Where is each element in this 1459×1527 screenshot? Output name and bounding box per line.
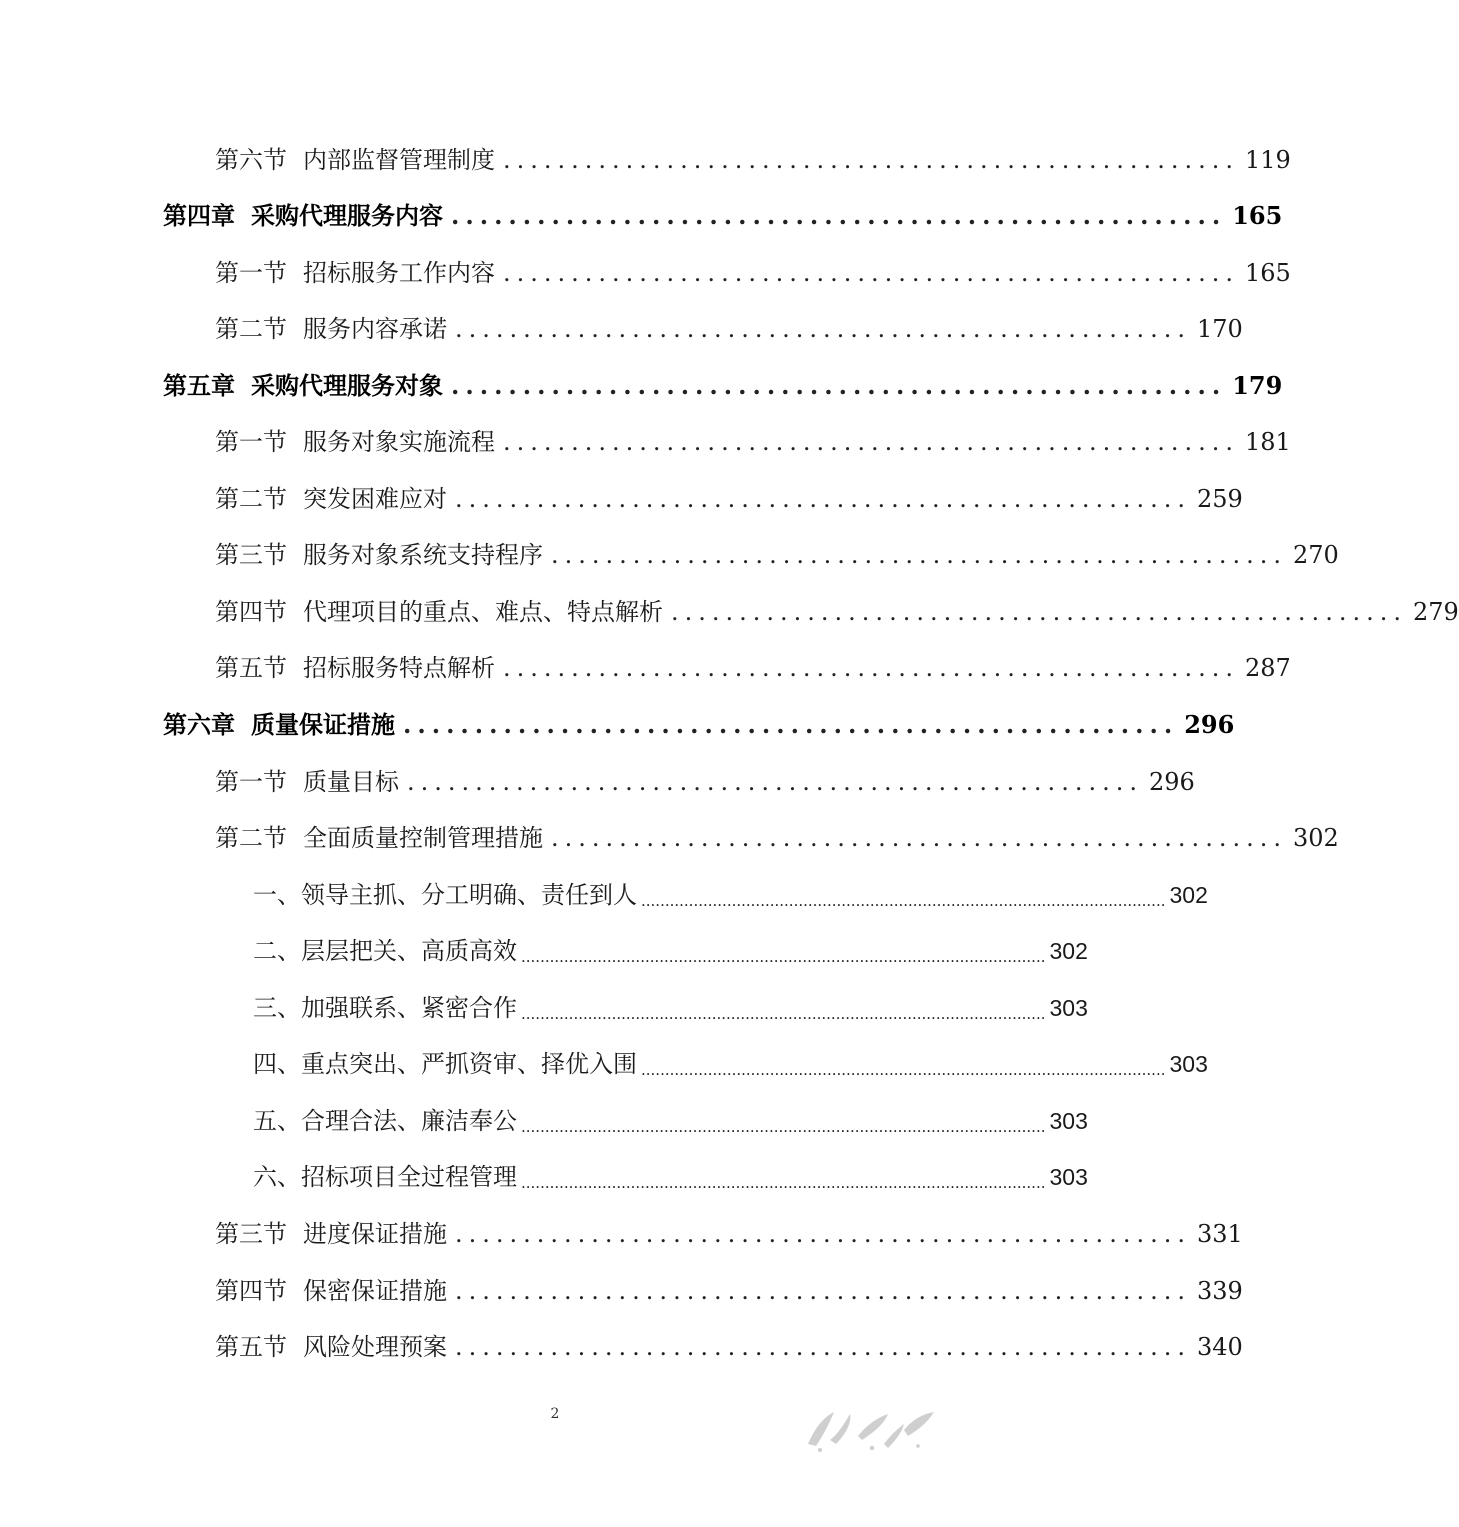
toc-entry-page: 303 bbox=[1049, 1108, 1088, 1134]
toc-dot-leader: ...................................................... bbox=[455, 1333, 1191, 1361]
toc-dot-leader: .............................................................................................................. bbox=[521, 1005, 1046, 1023]
toc-dot-leader: ...................................................... bbox=[455, 1277, 1191, 1305]
toc-dot-leader: ...................................................... bbox=[671, 598, 1407, 626]
toc-dot-leader: .............................................................................................................. bbox=[521, 948, 1046, 966]
toc-entry[interactable] bbox=[215, 479, 1243, 519]
toc-chapter-entry[interactable] bbox=[163, 196, 1283, 236]
toc-entry[interactable] bbox=[215, 535, 1339, 575]
toc-entry-title: 六、招标项目全过程管理 bbox=[253, 1163, 517, 1191]
toc-chapter-entry[interactable] bbox=[163, 366, 1283, 406]
toc-dot-leader: ...................................................... bbox=[403, 710, 1179, 739]
toc-entry-page: 331 bbox=[1196, 1220, 1243, 1248]
toc-entry-number: 第五节 bbox=[215, 1333, 287, 1361]
toc-dot-leader: ...................................................... bbox=[451, 201, 1227, 230]
watermark-smudge-icon bbox=[800, 1400, 940, 1456]
toc-entry-title: 一、领导主抓、分工明确、责任到人 bbox=[253, 881, 637, 909]
toc-dot-leader: ...................................................... bbox=[551, 824, 1287, 852]
toc-entry-title: 服务对象系统支持程序 bbox=[303, 541, 543, 569]
toc-entry[interactable] bbox=[215, 1214, 1243, 1254]
toc-entry-title: 二、层层把关、高质高效 bbox=[253, 937, 517, 965]
toc-entry-page: 119 bbox=[1244, 146, 1291, 174]
toc-dot-leader: ...................................................... bbox=[551, 541, 1287, 569]
toc-entry-page: 165 bbox=[1244, 259, 1291, 287]
toc-entry-title: 内部监督管理制度 bbox=[303, 146, 495, 174]
toc-entry-page: 287 bbox=[1244, 654, 1291, 682]
toc-entry-number: 第一节 bbox=[215, 259, 287, 287]
toc-dot-leader: ...................................................... bbox=[503, 146, 1239, 174]
toc-entry-title: 招标服务特点解析 bbox=[303, 654, 495, 682]
toc-entry-title: 三、加强联系、紧密合作 bbox=[253, 994, 517, 1022]
toc-entry-page: 279 bbox=[1412, 598, 1459, 626]
toc-entry-page: 165 bbox=[1232, 201, 1283, 230]
toc-entry-title: 质量目标 bbox=[303, 768, 399, 796]
toc-entry-page: 296 bbox=[1184, 710, 1235, 739]
toc-entry-page: 340 bbox=[1196, 1333, 1243, 1361]
toc-entry-page: 179 bbox=[1232, 371, 1283, 400]
toc-dot-leader: ...................................................... bbox=[503, 428, 1239, 456]
toc-entry-page: 303 bbox=[1049, 995, 1088, 1021]
toc-entry-title: 采购代理服务内容 bbox=[251, 201, 443, 230]
toc-entry-number: 第一节 bbox=[215, 428, 287, 456]
toc-entry-title: 代理项目的重点、难点、特点解析 bbox=[303, 598, 663, 626]
toc-dot-leader: ...................................................... bbox=[451, 371, 1227, 400]
toc-entry-number: 第五节 bbox=[215, 654, 287, 682]
toc-entry-page: 259 bbox=[1196, 485, 1243, 513]
toc-entry-title: 招标服务工作内容 bbox=[303, 259, 495, 287]
toc-entry-title: 突发困难应对 bbox=[303, 485, 447, 513]
toc-entry-title: 全面质量控制管理措施 bbox=[303, 824, 543, 852]
toc-subentry[interactable] bbox=[253, 1157, 1088, 1197]
toc-dot-leader: .............................................................................................................. bbox=[641, 1061, 1166, 1079]
page-number: 2 bbox=[550, 1406, 560, 1422]
toc-subentry[interactable] bbox=[253, 875, 1208, 915]
toc-entry-page: 181 bbox=[1244, 428, 1291, 456]
toc-entry-title: 采购代理服务对象 bbox=[251, 371, 443, 400]
toc-subentry[interactable] bbox=[253, 1101, 1088, 1141]
toc-chapter-entry[interactable] bbox=[163, 705, 1235, 745]
toc-entry[interactable] bbox=[215, 140, 1291, 180]
toc-entry[interactable] bbox=[215, 422, 1291, 462]
toc-entry-page: 302 bbox=[1169, 882, 1208, 908]
toc-dot-leader: .............................................................................................................. bbox=[641, 892, 1166, 910]
toc-dot-leader: ...................................................... bbox=[503, 654, 1239, 682]
toc-entry[interactable] bbox=[215, 818, 1339, 858]
toc-entry-number: 第四节 bbox=[215, 1277, 287, 1305]
toc-entry-title: 进度保证措施 bbox=[303, 1220, 447, 1248]
toc-entry[interactable] bbox=[215, 1327, 1243, 1367]
toc-entry-page: 339 bbox=[1196, 1277, 1243, 1305]
toc-subentry[interactable] bbox=[253, 1044, 1208, 1084]
toc-entry-number: 第四节 bbox=[215, 598, 287, 626]
toc-subentry[interactable] bbox=[253, 988, 1088, 1028]
toc-entry-title: 服务对象实施流程 bbox=[303, 428, 495, 456]
toc-subentry[interactable] bbox=[253, 931, 1088, 971]
toc-entry[interactable] bbox=[215, 309, 1243, 349]
toc-entry-title: 保密保证措施 bbox=[303, 1277, 447, 1305]
toc-entry-number: 第二节 bbox=[215, 824, 287, 852]
toc-dot-leader: .............................................................................................................. bbox=[521, 1174, 1046, 1192]
toc-entry[interactable] bbox=[215, 592, 1459, 632]
toc-entry-page: 303 bbox=[1169, 1051, 1208, 1077]
toc-dot-leader: .............................................................................................................. bbox=[521, 1118, 1046, 1136]
toc-entry-number: 第三节 bbox=[215, 1220, 287, 1248]
toc-entry-title: 服务内容承诺 bbox=[303, 315, 447, 343]
toc-entry[interactable] bbox=[215, 762, 1195, 802]
toc-entry-page: 302 bbox=[1292, 824, 1339, 852]
toc-entry-title: 质量保证措施 bbox=[251, 710, 395, 739]
toc-dot-leader: ...................................................... bbox=[503, 259, 1239, 287]
toc-entry-page: 296 bbox=[1148, 768, 1195, 796]
toc-entry-number: 第六节 bbox=[215, 146, 287, 174]
toc-entry-number: 第三节 bbox=[215, 541, 287, 569]
toc-dot-leader: ...................................................... bbox=[455, 1220, 1191, 1248]
toc-entry-page: 270 bbox=[1292, 541, 1339, 569]
toc-entry-title: 五、合理合法、廉洁奉公 bbox=[253, 1107, 517, 1135]
toc-entry-number: 第二节 bbox=[215, 485, 287, 513]
toc-entry-number: 第五章 bbox=[163, 371, 235, 400]
toc-entry-page: 302 bbox=[1049, 938, 1088, 964]
toc-entry-page: 170 bbox=[1196, 315, 1243, 343]
toc-entry-number: 第二节 bbox=[215, 315, 287, 343]
toc-entry-title: 风险处理预案 bbox=[303, 1333, 447, 1361]
toc-entry[interactable] bbox=[215, 648, 1291, 688]
toc-entry-title: 四、重点突出、严抓资审、择优入围 bbox=[253, 1050, 637, 1078]
toc-entry-number: 第四章 bbox=[163, 201, 235, 230]
toc-entry[interactable] bbox=[215, 1271, 1243, 1311]
toc-entry[interactable] bbox=[215, 253, 1291, 293]
toc-entry-page: 303 bbox=[1049, 1164, 1088, 1190]
toc-dot-leader: ...................................................... bbox=[455, 485, 1191, 513]
toc-entry-number: 第六章 bbox=[163, 710, 235, 739]
toc-dot-leader: ...................................................... bbox=[407, 768, 1143, 796]
toc-dot-leader: ...................................................... bbox=[455, 315, 1191, 343]
toc-entry-number: 第一节 bbox=[215, 768, 287, 796]
